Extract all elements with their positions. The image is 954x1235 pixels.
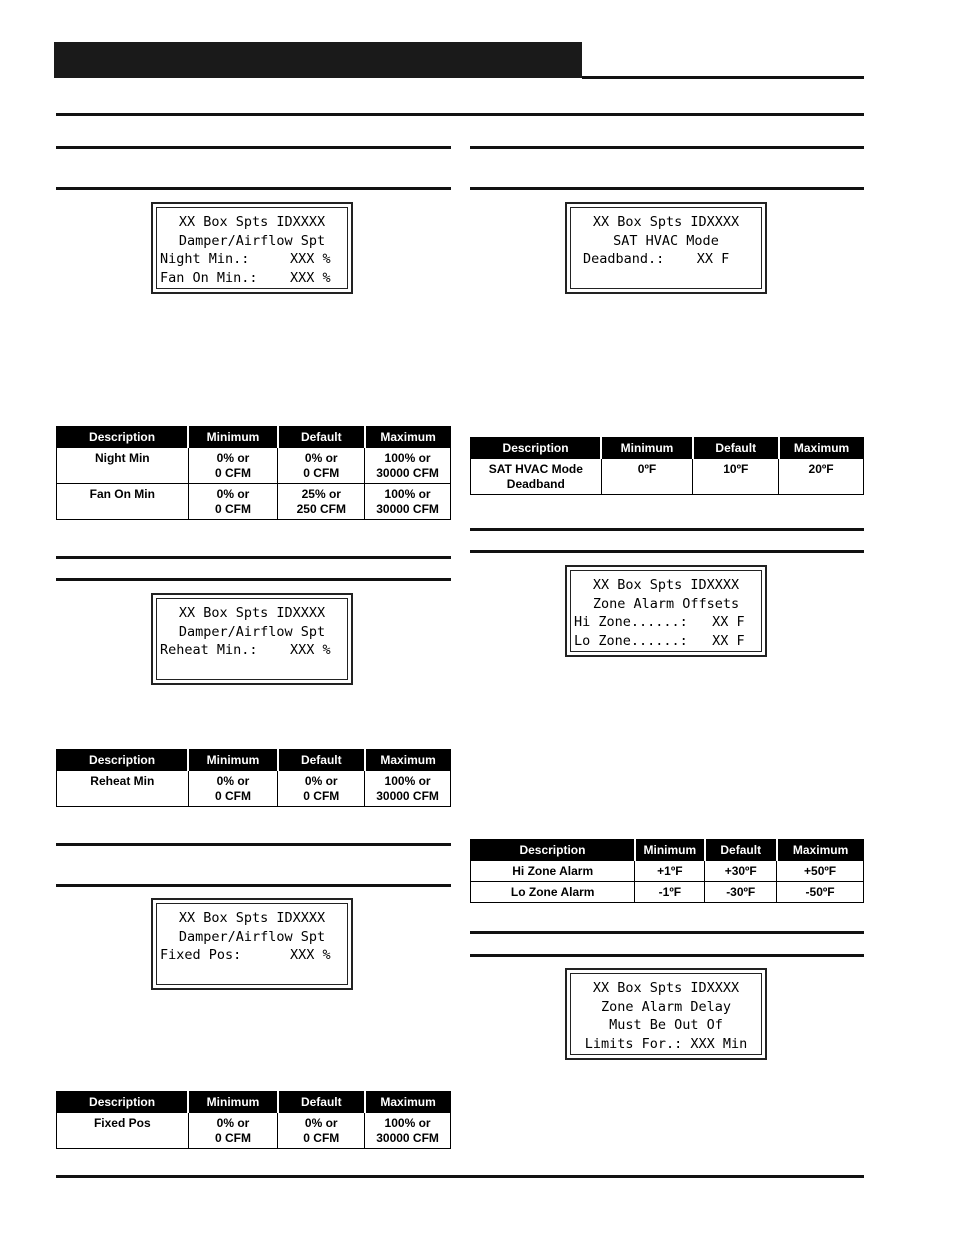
cell-minimum: -1ºF — [635, 882, 705, 903]
table-row — [57, 448, 451, 484]
table-header-row — [57, 426, 451, 448]
lcd-line: XX Box Spts IDXXXX — [592, 214, 740, 230]
header-default: Default — [693, 437, 779, 459]
cell-minimum: 0% or 0 CFM — [188, 448, 278, 484]
section-rule — [470, 550, 864, 553]
table-row — [57, 771, 451, 807]
section-rule — [56, 884, 451, 887]
lcd-line: Zone Alarm Delay — [600, 999, 732, 1015]
table-night-fan-min — [56, 426, 451, 520]
lcd-line: SAT HVAC Mode — [613, 233, 719, 249]
header-description: Description — [471, 437, 602, 459]
lcd-line: XX Box Spts IDXXXX — [178, 605, 326, 621]
table-header-row — [471, 839, 864, 861]
section-rule — [56, 187, 451, 190]
lcd-line: Zone Alarm Offsets — [592, 596, 740, 612]
cell-minimum: 0% or 0 CFM — [188, 1113, 278, 1149]
lcd-line: Night Min.: XXX % — [160, 251, 331, 267]
header-description: Description — [471, 839, 635, 861]
header-default: Default — [705, 839, 777, 861]
header-minimum: Minimum — [188, 426, 278, 448]
lcd-line: Damper/Airflow Spt — [178, 233, 326, 249]
header-maximum: Maximum — [365, 1091, 451, 1113]
cell-description: Fan On Min — [57, 484, 189, 520]
page-header-bar — [54, 42, 582, 78]
table-fixed-pos — [56, 1091, 451, 1149]
cell-description: Lo Zone Alarm — [471, 882, 635, 903]
table-row — [57, 1113, 451, 1149]
cell-default: -30ºF — [705, 882, 777, 903]
section-rule — [56, 843, 451, 846]
header-description: Description — [57, 426, 189, 448]
header-minimum: Minimum — [635, 839, 705, 861]
header-rule — [582, 76, 864, 79]
cell-default: 0% or 0 CFM — [278, 448, 365, 484]
header-minimum: Minimum — [188, 1091, 278, 1113]
top-rule — [56, 113, 864, 116]
table-sat-hvac-deadband — [470, 437, 864, 495]
lcd-zone-alarm-offsets — [565, 565, 767, 657]
header-description: Description — [57, 1091, 189, 1113]
cell-description: Reheat Min — [57, 771, 189, 807]
table-reheat-min — [56, 749, 451, 807]
table-row — [471, 882, 864, 903]
lcd-line: Damper/Airflow Spt — [178, 624, 326, 640]
cell-default: 10ºF — [693, 459, 779, 495]
lcd-night-fan-min — [151, 202, 353, 294]
section-rule — [470, 954, 864, 957]
table-zone-alarm-offsets — [470, 839, 864, 903]
lcd-reheat-min — [151, 593, 353, 685]
cell-maximum: 100% or 30000 CFM — [365, 771, 451, 807]
header-description: Description — [57, 749, 189, 771]
cell-description: Fixed Pos — [57, 1113, 189, 1149]
header-default: Default — [278, 426, 365, 448]
lcd-line: Reheat Min.: XXX % — [160, 642, 331, 658]
lcd-line: XX Box Spts IDXXXX — [178, 214, 326, 230]
table-row — [471, 861, 864, 882]
footer-rule — [56, 1175, 864, 1178]
lcd-fixed-pos — [151, 898, 353, 990]
cell-maximum: 100% or 30000 CFM — [365, 484, 451, 520]
section-rule — [470, 187, 864, 190]
table-row — [471, 459, 864, 495]
cell-description: Night Min — [57, 448, 189, 484]
lcd-line: Fan On Min.: XXX % — [160, 270, 331, 286]
table-row — [57, 484, 451, 520]
header-default: Default — [278, 1091, 365, 1113]
cell-description: SAT HVAC Mode Deadband — [471, 459, 602, 495]
lcd-line: Limits For.: XXX Min — [584, 1036, 748, 1052]
lcd-line: XX Box Spts IDXXXX — [592, 980, 740, 996]
table-header-row — [57, 749, 451, 771]
cell-maximum: 100% or 30000 CFM — [365, 1113, 451, 1149]
lcd-line: XX Box Spts IDXXXX — [178, 910, 326, 926]
lcd-line: Must Be Out Of — [609, 1017, 723, 1033]
header-default: Default — [278, 749, 365, 771]
cell-default: 25% or 250 CFM — [278, 484, 365, 520]
section-rule — [56, 146, 451, 149]
section-rule — [56, 556, 451, 559]
cell-maximum: 100% or 30000 CFM — [365, 448, 451, 484]
section-rule — [470, 528, 864, 531]
lcd-line: Fixed Pos: XXX % — [160, 947, 331, 963]
header-maximum: Maximum — [779, 437, 864, 459]
cell-minimum: 0% or 0 CFM — [188, 771, 278, 807]
cell-minimum: 0% or 0 CFM — [188, 484, 278, 520]
cell-default: +30ºF — [705, 861, 777, 882]
cell-minimum: +1ºF — [635, 861, 705, 882]
lcd-line: XX Box Spts IDXXXX — [592, 577, 740, 593]
lcd-zone-alarm-delay — [565, 968, 767, 1060]
section-rule — [470, 146, 864, 149]
cell-default: 0% or 0 CFM — [278, 1113, 365, 1149]
cell-description: Hi Zone Alarm — [471, 861, 635, 882]
lcd-line: Lo Zone......: XX F — [574, 633, 745, 649]
lcd-sat-hvac-deadband — [565, 202, 767, 294]
lcd-line: Hi Zone......: XX F — [574, 614, 745, 630]
header-minimum: Minimum — [601, 437, 693, 459]
cell-maximum: 20ºF — [779, 459, 864, 495]
section-rule — [56, 578, 451, 581]
header-minimum: Minimum — [188, 749, 278, 771]
section-rule — [470, 931, 864, 934]
cell-maximum: +50ºF — [777, 861, 864, 882]
lcd-line: Damper/Airflow Spt — [178, 929, 326, 945]
table-header-row — [471, 437, 864, 459]
cell-minimum: 0ºF — [601, 459, 693, 495]
header-maximum: Maximum — [777, 839, 864, 861]
table-header-row — [57, 1091, 451, 1113]
cell-maximum: -50ºF — [777, 882, 864, 903]
cell-default: 0% or 0 CFM — [278, 771, 365, 807]
header-maximum: Maximum — [365, 749, 451, 771]
lcd-line: Deadband.: XX F — [583, 251, 730, 267]
header-maximum: Maximum — [365, 426, 451, 448]
